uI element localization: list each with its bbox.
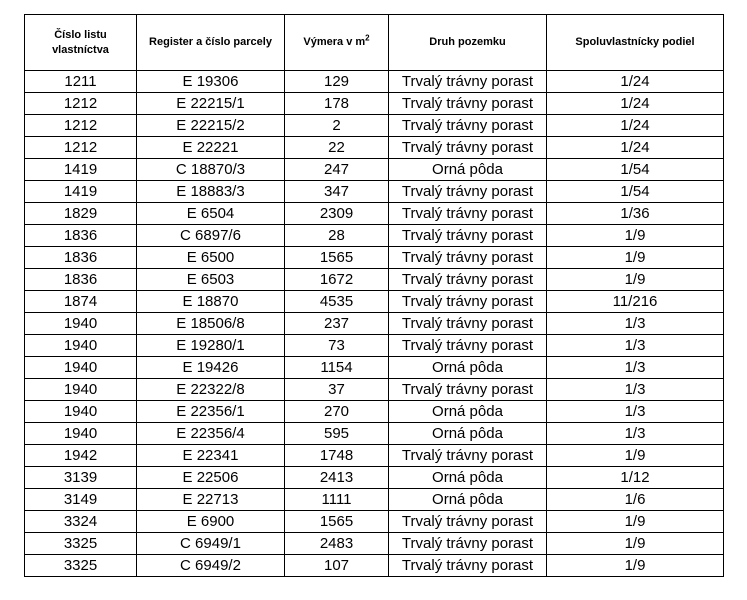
ownership-sheet-cell: 1940 — [25, 379, 137, 401]
parcel-number-cell: E 6900 — [137, 511, 285, 533]
parcel-number-cell: E 19426 — [137, 357, 285, 379]
ownership-sheet-cell: 1940 — [25, 423, 137, 445]
area-cell: 1111 — [285, 489, 389, 511]
parcel-number-cell: E 6504 — [137, 203, 285, 225]
land-type-cell: Trvalý trávny porast — [389, 335, 547, 357]
land-type-cell: Trvalý trávny porast — [389, 115, 547, 137]
table-row — [25, 181, 724, 203]
share-cell: 1/3 — [547, 357, 724, 379]
table-row — [25, 93, 724, 115]
ownership-sheet-cell: 1940 — [25, 335, 137, 357]
header-ownership-sheet-number: Číslo listu vlastníctva — [25, 15, 137, 71]
area-cell: 28 — [285, 225, 389, 247]
share-cell: 1/3 — [547, 313, 724, 335]
parcel-number-cell: E 6503 — [137, 269, 285, 291]
header-area-label: Výmera v m — [303, 36, 366, 48]
parcel-number-cell: C 18870/3 — [137, 159, 285, 181]
ownership-sheet-cell: 1212 — [25, 137, 137, 159]
table-row — [25, 467, 724, 489]
area-cell: 2483 — [285, 533, 389, 555]
area-cell: 73 — [285, 335, 389, 357]
share-cell: 1/9 — [547, 225, 724, 247]
parcel-number-cell: C 6949/2 — [137, 555, 285, 577]
parcel-number-cell: E 19280/1 — [137, 335, 285, 357]
land-type-cell: Trvalý trávny porast — [389, 247, 547, 269]
parcel-number-cell: E 22356/4 — [137, 423, 285, 445]
table-row — [25, 379, 724, 401]
share-cell: 1/9 — [547, 533, 724, 555]
land-type-cell: Trvalý trávny porast — [389, 93, 547, 115]
ownership-sheet-cell: 1940 — [25, 313, 137, 335]
share-cell: 1/9 — [547, 555, 724, 577]
parcel-number-cell: E 22215/2 — [137, 115, 285, 137]
ownership-sheet-cell: 1419 — [25, 181, 137, 203]
parcel-number-cell: E 22221 — [137, 137, 285, 159]
land-type-cell: Trvalý trávny porast — [389, 445, 547, 467]
parcel-number-cell: E 19306 — [137, 71, 285, 93]
land-type-cell: Trvalý trávny porast — [389, 137, 547, 159]
ownership-sheet-cell: 3149 — [25, 489, 137, 511]
share-cell: 1/24 — [547, 115, 724, 137]
ownership-sheet-cell: 3325 — [25, 555, 137, 577]
share-cell: 1/3 — [547, 401, 724, 423]
share-cell: 1/9 — [547, 445, 724, 467]
area-cell: 1672 — [285, 269, 389, 291]
header-co-ownership-share: Spoluvlastnícky podiel — [547, 15, 724, 71]
land-type-cell: Trvalý trávny porast — [389, 555, 547, 577]
area-cell: 247 — [285, 159, 389, 181]
ownership-sheet-cell: 1212 — [25, 115, 137, 137]
ownership-sheet-cell: 1940 — [25, 401, 137, 423]
parcel-number-cell: C 6897/6 — [137, 225, 285, 247]
area-cell: 2 — [285, 115, 389, 137]
table-row — [25, 533, 724, 555]
table-row — [25, 115, 724, 137]
area-cell: 347 — [285, 181, 389, 203]
parcel-number-cell: E 18883/3 — [137, 181, 285, 203]
share-cell: 1/9 — [547, 269, 724, 291]
table-row — [25, 489, 724, 511]
table-row — [25, 269, 724, 291]
area-cell: 1748 — [285, 445, 389, 467]
area-cell: 37 — [285, 379, 389, 401]
table-row — [25, 225, 724, 247]
table-row — [25, 555, 724, 577]
land-type-cell: Orná pôda — [389, 159, 547, 181]
land-type-cell: Trvalý trávny porast — [389, 181, 547, 203]
parcel-number-cell: E 22322/8 — [137, 379, 285, 401]
table-row — [25, 203, 724, 225]
land-type-cell: Trvalý trávny porast — [389, 71, 547, 93]
ownership-sheet-cell: 1836 — [25, 247, 137, 269]
share-cell: 1/54 — [547, 181, 724, 203]
land-type-cell: Trvalý trávny porast — [389, 269, 547, 291]
area-cell: 1565 — [285, 511, 389, 533]
area-cell: 2309 — [285, 203, 389, 225]
share-cell: 1/9 — [547, 511, 724, 533]
land-type-cell: Orná pôda — [389, 489, 547, 511]
share-cell: 1/3 — [547, 379, 724, 401]
land-type-cell: Trvalý trávny porast — [389, 313, 547, 335]
ownership-sheet-cell: 1212 — [25, 93, 137, 115]
land-parcels-table — [24, 14, 724, 577]
share-cell: 11/216 — [547, 291, 724, 313]
header-area — [285, 15, 389, 71]
table-header-row — [25, 15, 724, 71]
table-body — [25, 71, 724, 577]
table-row — [25, 137, 724, 159]
parcel-number-cell: C 6949/1 — [137, 533, 285, 555]
ownership-sheet-cell: 1829 — [25, 203, 137, 225]
header-land-type: Druh pozemku — [389, 15, 547, 71]
parcel-number-cell: E 22215/1 — [137, 93, 285, 115]
area-cell: 22 — [285, 137, 389, 159]
ownership-sheet-cell: 1211 — [25, 71, 137, 93]
share-cell: 1/9 — [547, 247, 724, 269]
share-cell: 1/3 — [547, 335, 724, 357]
ownership-sheet-cell: 1942 — [25, 445, 137, 467]
land-type-cell: Trvalý trávny porast — [389, 203, 547, 225]
share-cell: 1/12 — [547, 467, 724, 489]
table-row — [25, 313, 724, 335]
share-cell: 1/6 — [547, 489, 724, 511]
land-type-cell: Orná pôda — [389, 467, 547, 489]
area-cell: 178 — [285, 93, 389, 115]
header-register-parcel-number: Register a číslo parcely — [137, 15, 285, 71]
table-row — [25, 291, 724, 313]
land-type-cell: Orná pôda — [389, 423, 547, 445]
ownership-sheet-cell: 1836 — [25, 269, 137, 291]
area-cell: 129 — [285, 71, 389, 93]
land-type-cell: Orná pôda — [389, 357, 547, 379]
parcel-number-cell: E 22356/1 — [137, 401, 285, 423]
table-row — [25, 247, 724, 269]
land-type-cell: Trvalý trávny porast — [389, 533, 547, 555]
share-cell: 1/36 — [547, 203, 724, 225]
land-type-cell: Trvalý trávny porast — [389, 291, 547, 313]
area-cell: 595 — [285, 423, 389, 445]
parcel-number-cell: E 22506 — [137, 467, 285, 489]
share-cell: 1/24 — [547, 71, 724, 93]
area-cell: 237 — [285, 313, 389, 335]
share-cell: 1/24 — [547, 137, 724, 159]
table-row — [25, 335, 724, 357]
area-cell: 4535 — [285, 291, 389, 313]
ownership-sheet-cell: 1874 — [25, 291, 137, 313]
land-type-cell: Trvalý trávny porast — [389, 379, 547, 401]
ownership-sheet-cell: 3325 — [25, 533, 137, 555]
table-row — [25, 159, 724, 181]
land-type-cell: Trvalý trávny porast — [389, 511, 547, 533]
parcel-number-cell: E 6500 — [137, 247, 285, 269]
ownership-sheet-cell: 1940 — [25, 357, 137, 379]
share-cell: 1/3 — [547, 423, 724, 445]
area-cell: 1565 — [285, 247, 389, 269]
parcel-number-cell: E 18506/8 — [137, 313, 285, 335]
table-row — [25, 357, 724, 379]
header-area-unit-superscript: 2 — [365, 33, 370, 43]
ownership-sheet-cell: 3324 — [25, 511, 137, 533]
parcel-number-cell: E 22713 — [137, 489, 285, 511]
parcel-number-cell: E 22341 — [137, 445, 285, 467]
area-cell: 1154 — [285, 357, 389, 379]
share-cell: 1/24 — [547, 93, 724, 115]
land-type-cell: Orná pôda — [389, 401, 547, 423]
table-row — [25, 401, 724, 423]
table-row — [25, 423, 724, 445]
table-row — [25, 511, 724, 533]
parcel-number-cell: E 18870 — [137, 291, 285, 313]
area-cell: 107 — [285, 555, 389, 577]
ownership-sheet-cell: 3139 — [25, 467, 137, 489]
ownership-sheet-cell: 1419 — [25, 159, 137, 181]
table-row — [25, 71, 724, 93]
area-cell: 2413 — [285, 467, 389, 489]
land-type-cell: Trvalý trávny porast — [389, 225, 547, 247]
ownership-sheet-cell: 1836 — [25, 225, 137, 247]
table-row — [25, 445, 724, 467]
share-cell: 1/54 — [547, 159, 724, 181]
area-cell: 270 — [285, 401, 389, 423]
